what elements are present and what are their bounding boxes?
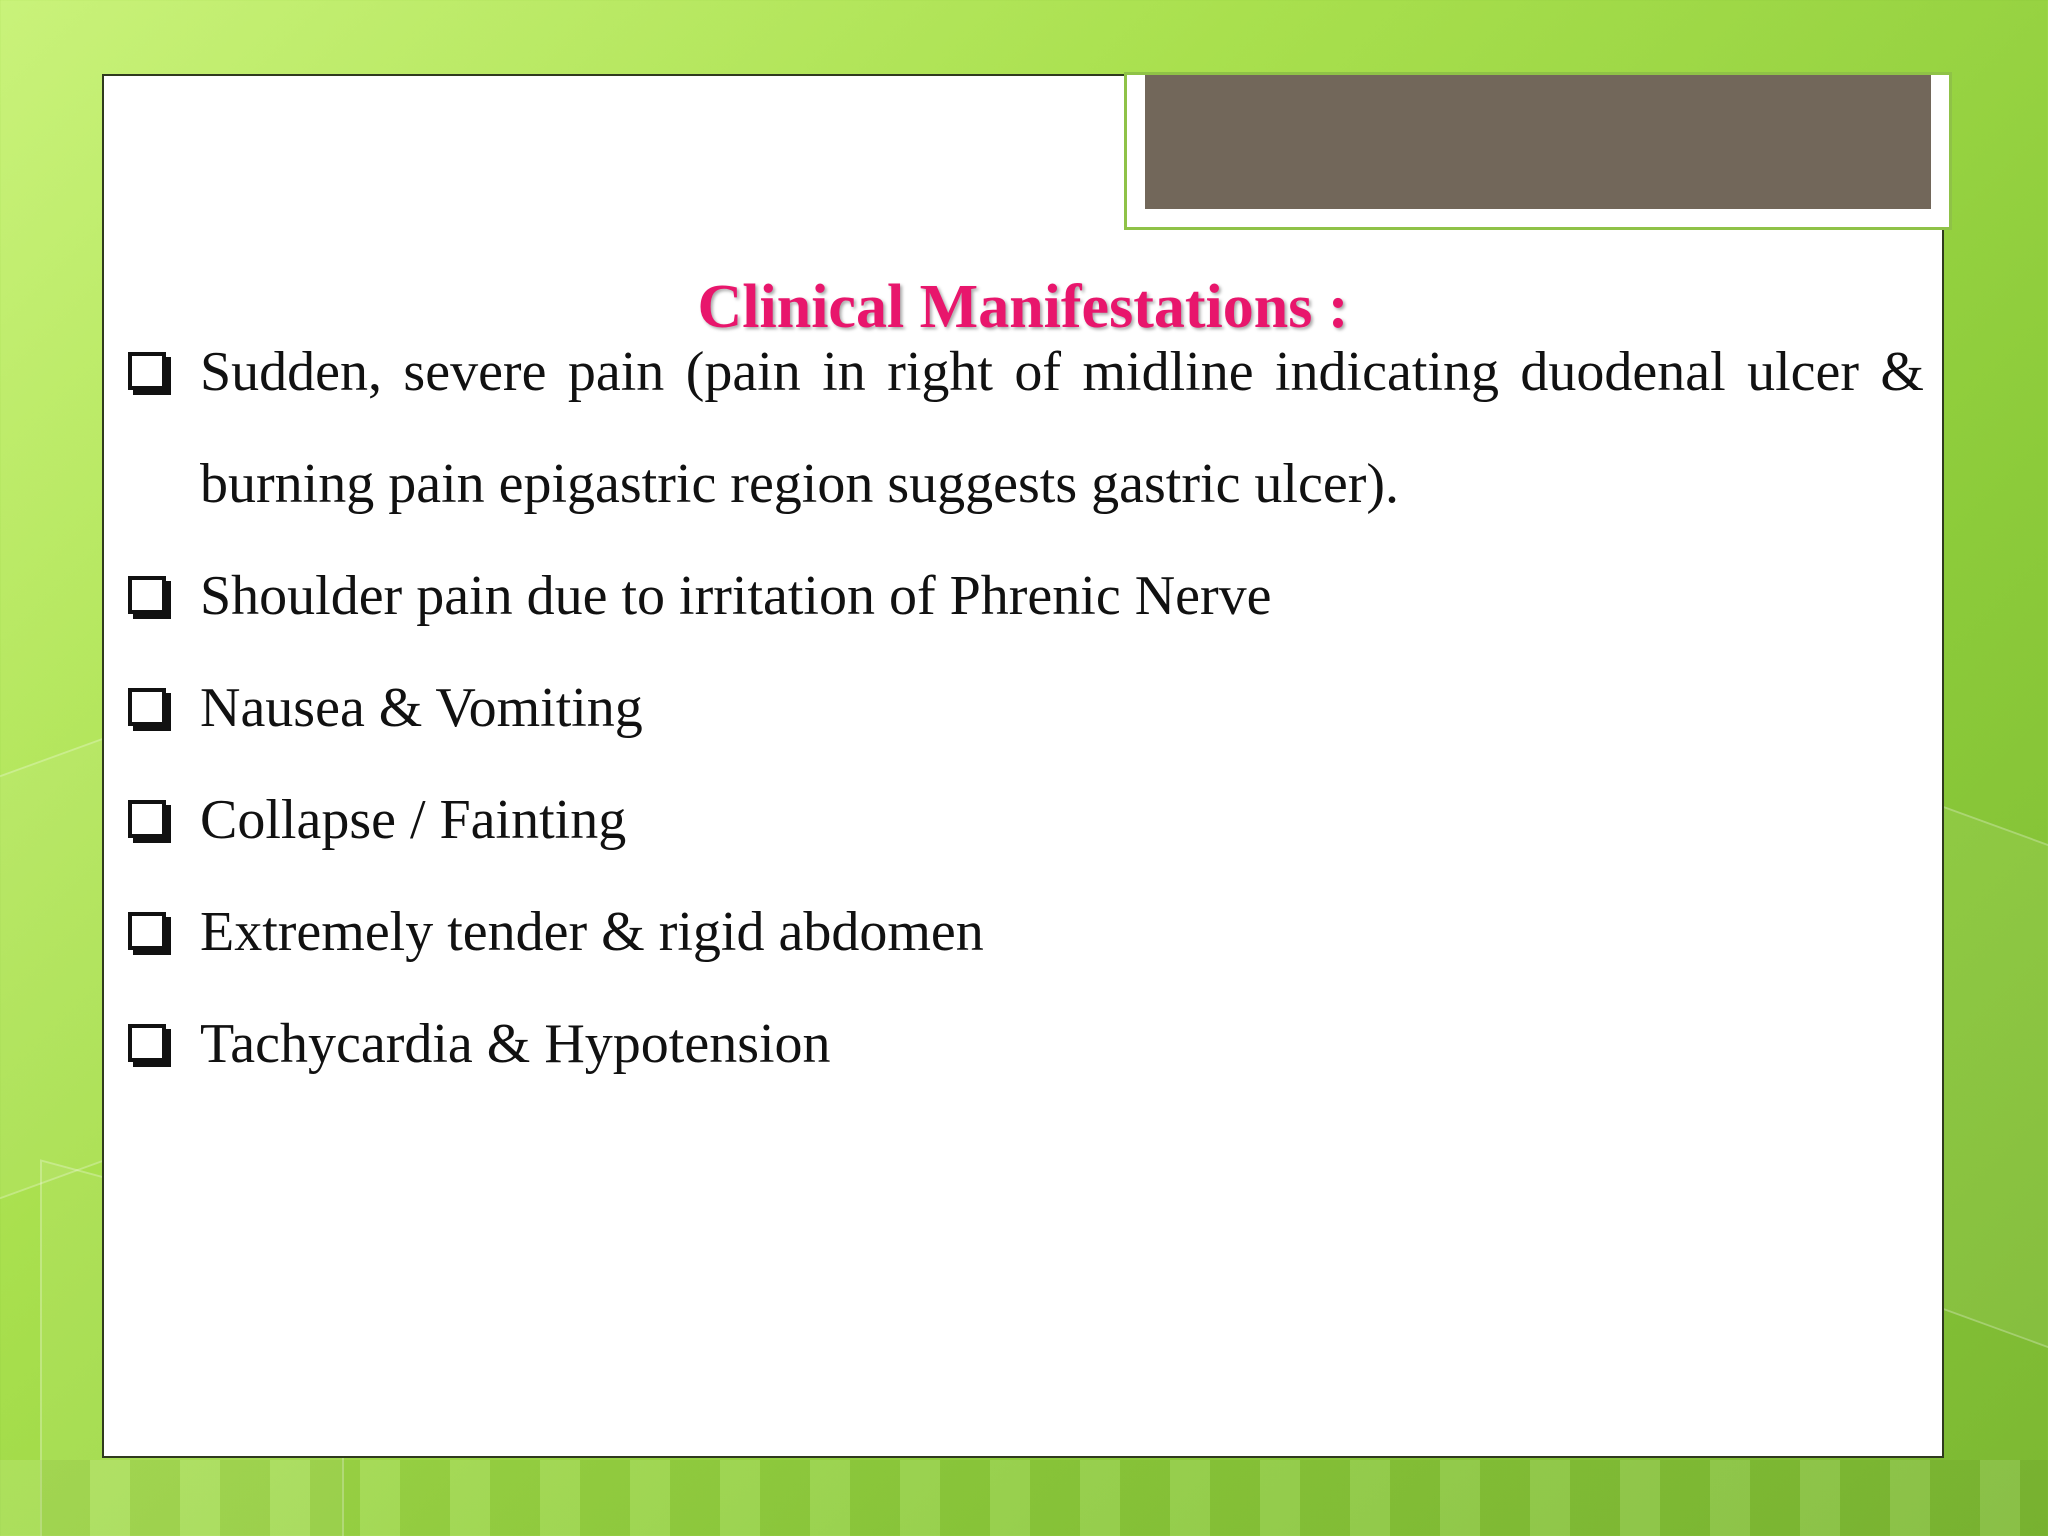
- bullet-item: [126, 988, 1924, 1100]
- header-tab: [1124, 72, 1952, 230]
- checkbox-square-icon: [128, 912, 166, 950]
- bullet-text: Sudden, severe pain (pain in right of midline indicating duodenal ulcer & burning pain epigastric region suggests gastric ulcer).: [200, 341, 1924, 515]
- checkbox-square-icon: [128, 800, 166, 838]
- bullet-text: Tachycardia & Hypotension: [200, 1013, 831, 1075]
- bullet-item: [126, 652, 1924, 764]
- checkbox-square-icon: [128, 576, 166, 614]
- bullet-item: [126, 316, 1924, 540]
- bullet-item: [126, 540, 1924, 652]
- bullet-list: [126, 316, 1924, 1100]
- checkbox-square-icon: [128, 688, 166, 726]
- header-tab-fill: [1145, 75, 1931, 209]
- checkbox-square-icon: [128, 352, 166, 390]
- bullet-text: Nausea & Vomiting: [200, 677, 643, 739]
- bullet-text: Collapse / Fainting: [200, 789, 627, 851]
- bullet-text: Shoulder pain due to irritation of Phrenic Nerve: [200, 565, 1272, 627]
- bullet-item: [126, 764, 1924, 876]
- checkbox-square-icon: [128, 1024, 166, 1062]
- slide-title: Clinical Manifestations :: [697, 273, 1349, 341]
- background-stripes: [0, 1460, 2048, 1536]
- bullet-text: Extremely tender & rigid abdomen: [200, 901, 984, 963]
- bullet-item: [126, 876, 1924, 988]
